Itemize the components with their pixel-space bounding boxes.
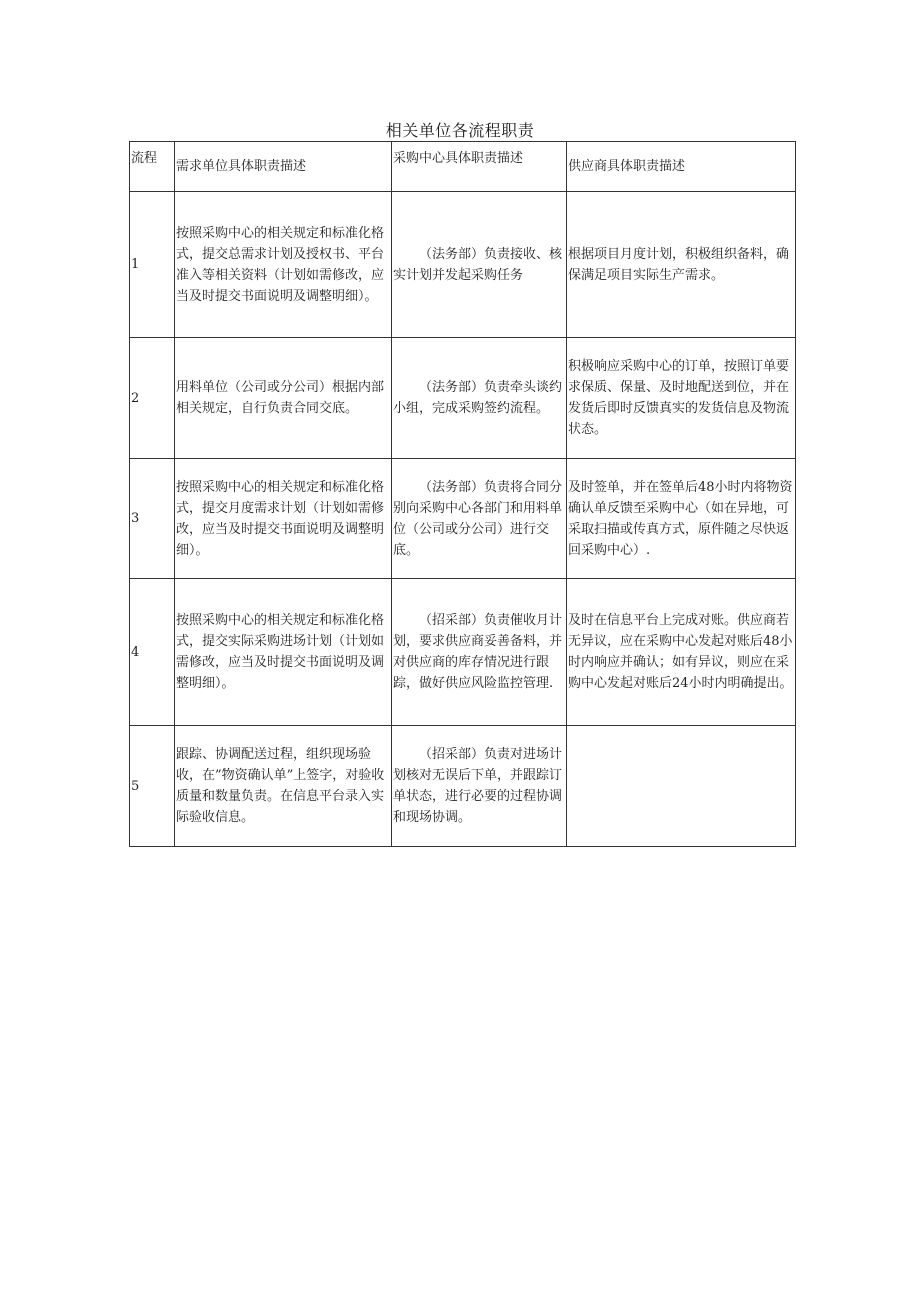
- table-row: [130, 726, 796, 847]
- demand-duty: 按照采购中心的相关规定和标准化格式，提交月度需求计划（计划如需修改，应当及时提交书面说明及调整明细）。: [175, 459, 392, 579]
- duty-table: [129, 141, 796, 847]
- table-row: [130, 192, 796, 338]
- header-demand-unit: 需求单位具体职责描述: [175, 142, 392, 192]
- purchase-duty: （法务部）负责牵头谈约小组，完成采购签约流程。: [392, 338, 567, 459]
- purchase-duty: （招采部）负责对进场计划核对无误后下单，并跟踪订单状态，进行必要的过程协调和现场协调。: [392, 726, 567, 847]
- demand-duty: 跟踪、协调配送过程，组织现场验收，在”物资确认单”上签字，对验收质量和数量负责。在信息平台录入实际验收信息。: [175, 726, 392, 847]
- table-row: [130, 579, 796, 726]
- table-header-row: [130, 142, 796, 192]
- supplier-duty: [567, 726, 796, 847]
- header-purchase-center: 采购中心具体职责描述: [392, 142, 567, 192]
- supplier-duty: 及时在信息平台上完成对账。供应商若无异议，应在采购中心发起对账后48小时内响应并确认；如有异议，则应在采购中心发起对账后24小时内明确提出。: [567, 579, 796, 726]
- demand-duty: 按照采购中心的相关规定和标准化格式，提交总需求计划及授权书、平台准入等相关资料（计划如需修改，应当及时提交书面说明及调整明细）。: [175, 192, 392, 338]
- demand-duty: 用料单位（公司或分公司）根据内部相关规定，自行负责合同交底。: [175, 338, 392, 459]
- purchase-duty: （法务部）负责将合同分别向采购中心各部门和用料单位（公司或分公司）进行交底。: [392, 459, 567, 579]
- header-flow: 流程: [130, 142, 175, 192]
- table-row: [130, 338, 796, 459]
- flow-number: 3: [130, 459, 175, 579]
- supplier-duty: 及时签单，并在签单后48小时内将物资确认单反馈至采购中心（如在异地，可采取扫描或传真方式，原件随之尽快返回采购中心）.: [567, 459, 796, 579]
- flow-number: 4: [130, 579, 175, 726]
- supplier-duty: 积极响应采购中心的订单，按照订单要求保质、保量、及时地配送到位，并在发货后即时反馈真实的发货信息及物流状态。: [567, 338, 796, 459]
- table-row: [130, 459, 796, 579]
- flow-number: 5: [130, 726, 175, 847]
- supplier-duty: 根据项目月度计划，积极组织备料，确保满足项目实际生产需求。: [567, 192, 796, 338]
- purchase-duty: （招采部）负责催收月计划，要求供应商妥善备料，并对供应商的库存情况进行跟踪，做好供应风险监控管理.: [392, 579, 567, 726]
- header-supplier: 供应商具体职责描述: [567, 142, 796, 192]
- flow-number: 2: [130, 338, 175, 459]
- demand-duty: 按照采购中心的相关规定和标准化格式，提交实际采购进场计划（计划如需修改，应当及时提交书面说明及调整明细）。: [175, 579, 392, 726]
- purchase-duty: （法务部）负责接收、核实计划并发起采购任务: [392, 192, 567, 338]
- document-title: 相关单位各流程职责: [385, 121, 535, 140]
- flow-number: 1: [130, 192, 175, 338]
